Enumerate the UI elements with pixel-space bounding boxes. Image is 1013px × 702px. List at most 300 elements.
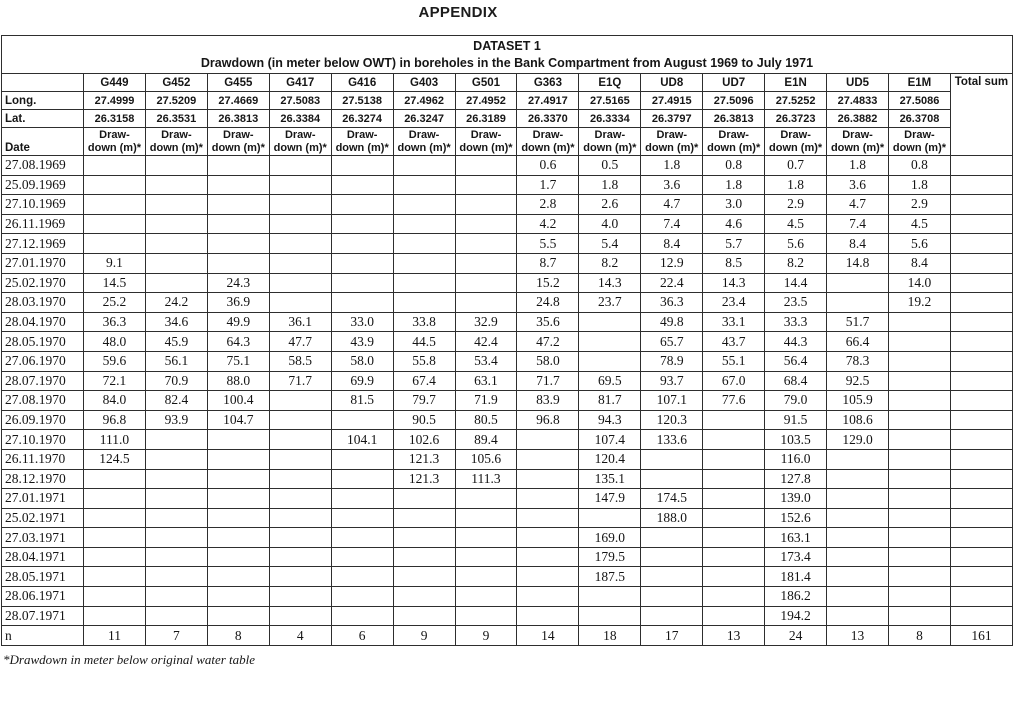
- total-sum-header: Total sum: [950, 74, 1012, 156]
- latitude-value-g501: 26.3189: [455, 110, 517, 128]
- value-cell: 7.4: [641, 214, 703, 234]
- value-cell: [145, 234, 207, 254]
- value-cell: [393, 253, 455, 273]
- value-cell: 45.9: [145, 332, 207, 352]
- value-cell: [145, 587, 207, 607]
- value-cell: 51.7: [827, 312, 889, 332]
- latitude-row: [2, 110, 1013, 128]
- value-cell: [84, 489, 146, 509]
- column-header-e1m: E1M: [888, 74, 950, 92]
- value-cell: [84, 567, 146, 587]
- value-cell: 104.1: [331, 430, 393, 450]
- value-cell: [145, 508, 207, 528]
- value-cell: 102.6: [393, 430, 455, 450]
- total-sum-cell: [950, 587, 1012, 607]
- value-cell: 22.4: [641, 273, 703, 293]
- table-row: [2, 234, 1013, 254]
- column-header-ud5: UD5: [827, 74, 889, 92]
- value-cell: [207, 567, 269, 587]
- value-cell: [84, 156, 146, 176]
- total-sum-cell: [950, 214, 1012, 234]
- value-cell: [579, 332, 641, 352]
- value-cell: 104.7: [207, 410, 269, 430]
- value-cell: [269, 469, 331, 489]
- column-header-g455: G455: [207, 74, 269, 92]
- value-cell: [517, 469, 579, 489]
- value-cell: 84.0: [84, 391, 146, 411]
- latitude-value-e1m: 26.3708: [888, 110, 950, 128]
- value-cell: [393, 587, 455, 607]
- value-cell: 169.0: [579, 528, 641, 548]
- date-cell: 26.11.1970: [2, 449, 84, 469]
- table-body: [2, 156, 1013, 646]
- date-cell: 28.07.1971: [2, 606, 84, 626]
- value-cell: [393, 489, 455, 509]
- table-row: [2, 410, 1013, 430]
- value-cell: 179.5: [579, 547, 641, 567]
- table-title-row: [2, 36, 1013, 74]
- value-cell: 67.0: [703, 371, 765, 391]
- value-cell: 194.2: [765, 606, 827, 626]
- latitude-value-g417: 26.3384: [269, 110, 331, 128]
- column-header-g449: G449: [84, 74, 146, 92]
- table-row: [2, 508, 1013, 528]
- value-cell: [888, 312, 950, 332]
- total-sum-cell: [950, 508, 1012, 528]
- value-cell: [331, 469, 393, 489]
- value-cell: [888, 587, 950, 607]
- value-cell: [827, 547, 889, 567]
- value-cell: [517, 449, 579, 469]
- column-header-g417: G417: [269, 74, 331, 92]
- value-cell: [888, 391, 950, 411]
- latitude-value-ud7: 26.3813: [703, 110, 765, 128]
- value-cell: [84, 175, 146, 195]
- column-header-e1q: E1Q: [579, 74, 641, 92]
- value-cell: [888, 469, 950, 489]
- value-cell: 79.7: [393, 391, 455, 411]
- dataset-table: [1, 35, 1013, 646]
- date-cell: 28.04.1970: [2, 312, 84, 332]
- dataset-subtitle: Drawdown (in meter below OWT) in boreholes in the Bank Compartment from August 1969 to July 1971: [200, 55, 814, 70]
- value-cell: 64.3: [207, 332, 269, 352]
- value-cell: [455, 547, 517, 567]
- value-cell: 116.0: [765, 449, 827, 469]
- value-cell: [145, 156, 207, 176]
- value-cell: [269, 234, 331, 254]
- value-cell: 43.7: [703, 332, 765, 352]
- value-cell: 100.4: [207, 391, 269, 411]
- value-cell: 8.4: [888, 253, 950, 273]
- value-cell: 4.7: [827, 195, 889, 215]
- value-cell: 120.3: [641, 410, 703, 430]
- latitude-value-e1q: 26.3334: [579, 110, 641, 128]
- column-header-g452: G452: [145, 74, 207, 92]
- value-cell: [641, 449, 703, 469]
- value-cell: [207, 430, 269, 450]
- value-cell: [269, 410, 331, 430]
- date-cell: 27.01.1970: [2, 253, 84, 273]
- value-cell: 5.6: [765, 234, 827, 254]
- value-cell: 181.4: [765, 567, 827, 587]
- page-title: APPENDIX: [418, 4, 498, 21]
- value-cell: [207, 234, 269, 254]
- value-cell: [517, 430, 579, 450]
- value-cell: [393, 175, 455, 195]
- value-cell: [145, 547, 207, 567]
- value-cell: [703, 430, 765, 450]
- value-cell: [703, 587, 765, 607]
- drawdown-unit-header-g452: Draw- down (m)*: [145, 128, 207, 156]
- value-cell: [269, 195, 331, 215]
- value-cell: 1.8: [579, 175, 641, 195]
- value-cell: [888, 606, 950, 626]
- value-cell: 47.7: [269, 332, 331, 352]
- value-cell: [269, 430, 331, 450]
- value-cell: [145, 253, 207, 273]
- value-cell: [393, 234, 455, 254]
- drawdown-unit-header-g403: Draw- down (m)*: [393, 128, 455, 156]
- date-cell: 28.06.1971: [2, 587, 84, 607]
- value-cell: [84, 214, 146, 234]
- value-cell: 23.7: [579, 293, 641, 313]
- drawdown-unit-header-ud7: Draw- down (m)*: [703, 128, 765, 156]
- longitude-value-e1n: 27.5252: [765, 92, 827, 110]
- value-cell: 147.9: [579, 489, 641, 509]
- value-cell: 5.5: [517, 234, 579, 254]
- date-cell: 25.02.1970: [2, 273, 84, 293]
- table-row: [2, 332, 1013, 352]
- value-cell: 0.8: [703, 156, 765, 176]
- value-cell: 35.6: [517, 312, 579, 332]
- date-cell: 28.03.1970: [2, 293, 84, 313]
- latitude-value-e1n: 26.3723: [765, 110, 827, 128]
- value-cell: [455, 214, 517, 234]
- value-cell: [331, 410, 393, 430]
- value-cell: [703, 469, 765, 489]
- table-row: [2, 312, 1013, 332]
- value-cell: [393, 156, 455, 176]
- value-cell: [207, 489, 269, 509]
- value-cell: [84, 508, 146, 528]
- latitude-value-g363: 26.3370: [517, 110, 579, 128]
- value-cell: 91.5: [765, 410, 827, 430]
- n-value-g452: 7: [145, 626, 207, 646]
- value-cell: 135.1: [579, 469, 641, 489]
- total-sum-cell: [950, 351, 1012, 371]
- value-cell: [517, 606, 579, 626]
- value-cell: 79.0: [765, 391, 827, 411]
- drawdown-header-row: [2, 128, 1013, 156]
- value-cell: 1.8: [888, 175, 950, 195]
- n-value-g455: 8: [207, 626, 269, 646]
- value-cell: [888, 371, 950, 391]
- table-row: [2, 567, 1013, 587]
- longitude-value-g501: 27.4952: [455, 92, 517, 110]
- value-cell: 33.8: [393, 312, 455, 332]
- value-cell: [269, 587, 331, 607]
- value-cell: [269, 273, 331, 293]
- drawdown-unit-header-g449: Draw- down (m)*: [84, 128, 146, 156]
- value-cell: 121.3: [393, 449, 455, 469]
- value-cell: [641, 567, 703, 587]
- value-cell: [827, 469, 889, 489]
- value-cell: 3.6: [827, 175, 889, 195]
- value-cell: 78.3: [827, 351, 889, 371]
- value-cell: 14.0: [888, 273, 950, 293]
- value-cell: 187.5: [579, 567, 641, 587]
- value-cell: [888, 449, 950, 469]
- longitude-value-ud8: 27.4915: [641, 92, 703, 110]
- value-cell: 93.9: [145, 410, 207, 430]
- latitude-value-g416: 26.3274: [331, 110, 393, 128]
- value-cell: [269, 253, 331, 273]
- value-cell: [455, 175, 517, 195]
- value-cell: 129.0: [827, 430, 889, 450]
- value-cell: [269, 528, 331, 548]
- value-cell: 14.3: [703, 273, 765, 293]
- value-cell: 96.8: [84, 410, 146, 430]
- value-cell: 139.0: [765, 489, 827, 509]
- value-cell: [145, 528, 207, 548]
- value-cell: 23.5: [765, 293, 827, 313]
- value-cell: [207, 587, 269, 607]
- value-cell: [827, 567, 889, 587]
- value-cell: 127.8: [765, 469, 827, 489]
- table-row: [2, 371, 1013, 391]
- value-cell: 188.0: [641, 508, 703, 528]
- value-cell: [827, 293, 889, 313]
- value-cell: 14.8: [827, 253, 889, 273]
- value-cell: [579, 351, 641, 371]
- date-cell: 28.05.1970: [2, 332, 84, 352]
- longitude-value-ud7: 27.5096: [703, 92, 765, 110]
- table-row: [2, 430, 1013, 450]
- value-cell: [455, 508, 517, 528]
- n-value-e1q: 18: [579, 626, 641, 646]
- value-cell: 8.2: [579, 253, 641, 273]
- longitude-row: [2, 92, 1013, 110]
- value-cell: [517, 547, 579, 567]
- column-header-g363: G363: [517, 74, 579, 92]
- value-cell: 24.3: [207, 273, 269, 293]
- latitude-label: Lat.: [2, 110, 84, 128]
- table-row: [2, 214, 1013, 234]
- value-cell: 56.4: [765, 351, 827, 371]
- value-cell: 4.2: [517, 214, 579, 234]
- value-cell: [269, 391, 331, 411]
- value-cell: [269, 547, 331, 567]
- value-cell: [331, 489, 393, 509]
- total-sum-cell: [950, 528, 1012, 548]
- value-cell: 15.2: [517, 273, 579, 293]
- value-cell: 4.5: [765, 214, 827, 234]
- table-title-cell: [2, 36, 1013, 74]
- date-cell: 27.06.1970: [2, 351, 84, 371]
- value-cell: [827, 587, 889, 607]
- drawdown-unit-header-g455: Draw- down (m)*: [207, 128, 269, 156]
- value-cell: [145, 214, 207, 234]
- value-cell: 71.7: [517, 371, 579, 391]
- value-cell: 67.4: [393, 371, 455, 391]
- longitude-value-g403: 27.4962: [393, 92, 455, 110]
- value-cell: 34.6: [145, 312, 207, 332]
- value-cell: 3.0: [703, 195, 765, 215]
- column-header-g416: G416: [331, 74, 393, 92]
- value-cell: 55.1: [703, 351, 765, 371]
- value-cell: [145, 469, 207, 489]
- longitude-value-e1q: 27.5165: [579, 92, 641, 110]
- date-cell: 28.04.1971: [2, 547, 84, 567]
- value-cell: 47.2: [517, 332, 579, 352]
- n-value-g449: 11: [84, 626, 146, 646]
- n-value-g501: 9: [455, 626, 517, 646]
- value-cell: [207, 528, 269, 548]
- value-cell: [269, 293, 331, 313]
- value-cell: 12.9: [641, 253, 703, 273]
- value-cell: [827, 508, 889, 528]
- value-cell: [579, 312, 641, 332]
- corner-cell: [2, 74, 84, 92]
- n-value-ud8: 17: [641, 626, 703, 646]
- value-cell: [517, 587, 579, 607]
- dataset-title: DATASET 1: [473, 38, 541, 53]
- value-cell: 174.5: [641, 489, 703, 509]
- latitude-value-g455: 26.3813: [207, 110, 269, 128]
- value-cell: [145, 449, 207, 469]
- value-cell: [269, 156, 331, 176]
- value-cell: [703, 489, 765, 509]
- total-sum-cell: [950, 469, 1012, 489]
- total-sum-cell: [950, 253, 1012, 273]
- value-cell: [703, 528, 765, 548]
- value-cell: [207, 195, 269, 215]
- value-cell: [827, 606, 889, 626]
- value-cell: 0.8: [888, 156, 950, 176]
- value-cell: [84, 234, 146, 254]
- value-cell: [331, 547, 393, 567]
- value-cell: 2.9: [888, 195, 950, 215]
- value-cell: [455, 606, 517, 626]
- value-cell: [331, 587, 393, 607]
- value-cell: [455, 587, 517, 607]
- latitude-value-ud5: 26.3882: [827, 110, 889, 128]
- value-cell: 2.6: [579, 195, 641, 215]
- date-cell: 28.12.1970: [2, 469, 84, 489]
- value-cell: 81.5: [331, 391, 393, 411]
- value-cell: 5.6: [888, 234, 950, 254]
- total-sum-cell: [950, 175, 1012, 195]
- latitude-value-g449: 26.3158: [84, 110, 146, 128]
- value-cell: [207, 449, 269, 469]
- value-cell: 24.8: [517, 293, 579, 313]
- value-cell: [579, 587, 641, 607]
- value-cell: 24.2: [145, 293, 207, 313]
- value-cell: 88.0: [207, 371, 269, 391]
- table-row: [2, 195, 1013, 215]
- table-row: [2, 528, 1013, 548]
- value-cell: 58.0: [331, 351, 393, 371]
- value-cell: [455, 293, 517, 313]
- value-cell: [455, 156, 517, 176]
- value-cell: 36.9: [207, 293, 269, 313]
- value-cell: [455, 273, 517, 293]
- value-cell: 63.1: [455, 371, 517, 391]
- value-cell: 1.8: [827, 156, 889, 176]
- value-cell: [827, 528, 889, 548]
- value-cell: [888, 567, 950, 587]
- value-cell: [703, 547, 765, 567]
- date-cell: 27.08.1970: [2, 391, 84, 411]
- date-column-label: Date: [2, 128, 84, 156]
- value-cell: [393, 273, 455, 293]
- drawdown-unit-header-e1q: Draw- down (m)*: [579, 128, 641, 156]
- value-cell: [207, 508, 269, 528]
- latitude-value-ud8: 26.3797: [641, 110, 703, 128]
- value-cell: 75.1: [207, 351, 269, 371]
- table-row: [2, 391, 1013, 411]
- value-cell: [331, 449, 393, 469]
- value-cell: [827, 489, 889, 509]
- value-cell: 8.2: [765, 253, 827, 273]
- total-sum-cell: [950, 312, 1012, 332]
- value-cell: 82.4: [145, 391, 207, 411]
- value-cell: 44.3: [765, 332, 827, 352]
- value-cell: 80.5: [455, 410, 517, 430]
- value-cell: [517, 508, 579, 528]
- value-cell: 71.7: [269, 371, 331, 391]
- value-cell: 0.7: [765, 156, 827, 176]
- value-cell: 186.2: [765, 587, 827, 607]
- date-cell: 27.03.1971: [2, 528, 84, 548]
- n-label: n: [2, 626, 84, 646]
- value-cell: 4.7: [641, 195, 703, 215]
- value-cell: 105.9: [827, 391, 889, 411]
- value-cell: [888, 528, 950, 548]
- value-cell: 14.3: [579, 273, 641, 293]
- value-cell: 9.1: [84, 253, 146, 273]
- value-cell: [641, 606, 703, 626]
- table-row: [2, 587, 1013, 607]
- value-cell: [827, 449, 889, 469]
- value-cell: [455, 195, 517, 215]
- value-cell: 69.9: [331, 371, 393, 391]
- value-cell: 44.5: [393, 332, 455, 352]
- value-cell: [888, 508, 950, 528]
- value-cell: 5.4: [579, 234, 641, 254]
- value-cell: 3.6: [641, 175, 703, 195]
- drawdown-unit-header-g501: Draw- down (m)*: [455, 128, 517, 156]
- drawdown-unit-header-ud8: Draw- down (m)*: [641, 128, 703, 156]
- value-cell: 66.4: [827, 332, 889, 352]
- value-cell: 33.1: [703, 312, 765, 332]
- value-cell: 94.3: [579, 410, 641, 430]
- value-cell: [207, 606, 269, 626]
- value-cell: [641, 587, 703, 607]
- total-sum-cell: [950, 293, 1012, 313]
- value-cell: 4.5: [888, 214, 950, 234]
- value-cell: 7.4: [827, 214, 889, 234]
- date-cell: 27.08.1969: [2, 156, 84, 176]
- column-header-ud7: UD7: [703, 74, 765, 92]
- n-value-g363: 14: [517, 626, 579, 646]
- n-total: 161: [950, 626, 1012, 646]
- value-cell: 2.8: [517, 195, 579, 215]
- n-value-g417: 4: [269, 626, 331, 646]
- longitude-value-g455: 27.4669: [207, 92, 269, 110]
- n-value-g416: 6: [331, 626, 393, 646]
- date-cell: 28.07.1970: [2, 371, 84, 391]
